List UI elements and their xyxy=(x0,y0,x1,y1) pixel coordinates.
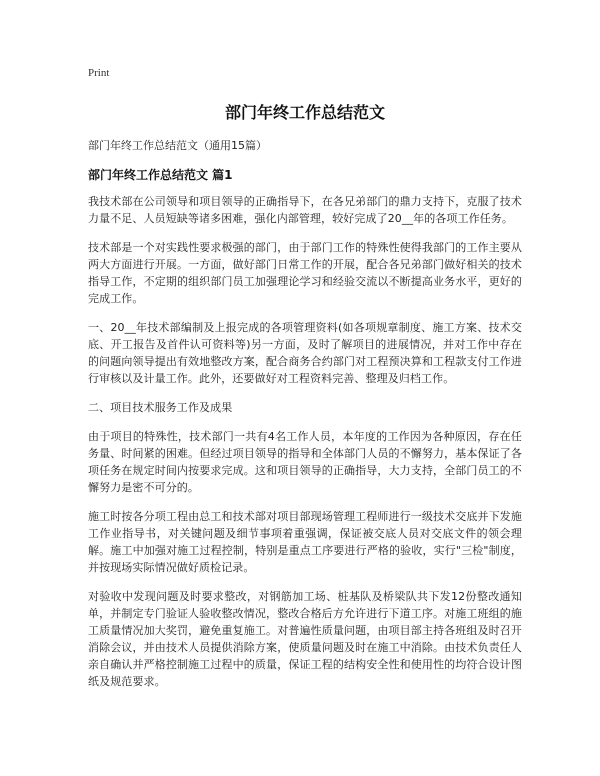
print-link[interactable]: Print xyxy=(88,67,110,79)
subheading-project-service: 二、项目技术服务工作及成果 xyxy=(88,401,233,414)
document-page xyxy=(88,66,522,702)
paragraph-4: 由于项目的特殊性，技术部门一共有4名工作人员，本年度的工作因为各种原因，存在任务量、时间紧的困难。但经过项目领导的指导和全体部门人员的不懈努力，基本保证了各项任务在规定时间内按要求完成。这和项目领导的正确指导，大力支持，全部门员工的不懈努力是密不可分的。 xyxy=(88,430,522,494)
section-heading: 部门年终工作总结范文 篇1 xyxy=(88,168,233,182)
paragraph-3: 一、20__年技术部编制及上报完成的各项管理资料(如各项规章制度、施工方案、技术交底、开工报告及首件认可资料等)另一方面，及时了解项目的进展情况，并对工作中存在的问题向领导提出有效地整改方案，配合商务合约部门对工程预决算和工程款支付工作进行审核以及计量工作。此外，还要做好对工程资料完善、整理及归档工作。 xyxy=(88,321,522,385)
page-title: 部门年终工作总结范文 xyxy=(224,103,385,122)
paragraph-5: 施工时按各分项工程由总工和技术部对项目部现场管理工程师进行一级技术交底并下发施工作业指导书，对关键问题及细节事项着重强调，保证被交底人员对交底文件的领会理解。施工中加强对施工过程控制，特别是重点工序要进行严格的验收，实行"三检"制度，并按现场实际情况做好质检记录。 xyxy=(88,510,522,574)
paragraph-2: 技术部是一个对实践性要求极强的部门，由于部门工作的特殊性使得我部门的工作主要从两大方面进行开展。一方面，做好部门日常工作的开展，配合各兄弟部门做好相关的技术指导工作，不定期的组织部门员工加强理论学习和经验交流以不断提高业务水平，更好的完成工作。 xyxy=(88,241,522,305)
document-subtitle: 部门年终工作总结范文（通用15篇） xyxy=(88,139,267,152)
paragraph-1: 我技术部在公司领导和项目领导的正确指导下，在各兄弟部门的鼎力支持下，克服了技术力量不足、人员短缺等诸多困难，强化内部管理，较好完成了20__年的各项工作任务。 xyxy=(88,195,522,225)
paragraph-6: 对验收中发现问题及时要求整改，对钢筋加工场、桩基队及桥梁队共下发12份整改通知单，并制定专门验证人验收整改情况，整改合格后方允许进行下道工序。对施工班组的施工质量情况加大奖罚，避免重复施工。对普遍性质量问题，由项目部主持各班组及时召开消除会议，并由技术人员提供消除方案，使质量问题及时在施工中消除。由技术负责任人亲自确认并严格控制施工过程中的质量，保证工程的结构安全性和使用性的均符合设计图纸及规范要求。 xyxy=(88,590,522,688)
